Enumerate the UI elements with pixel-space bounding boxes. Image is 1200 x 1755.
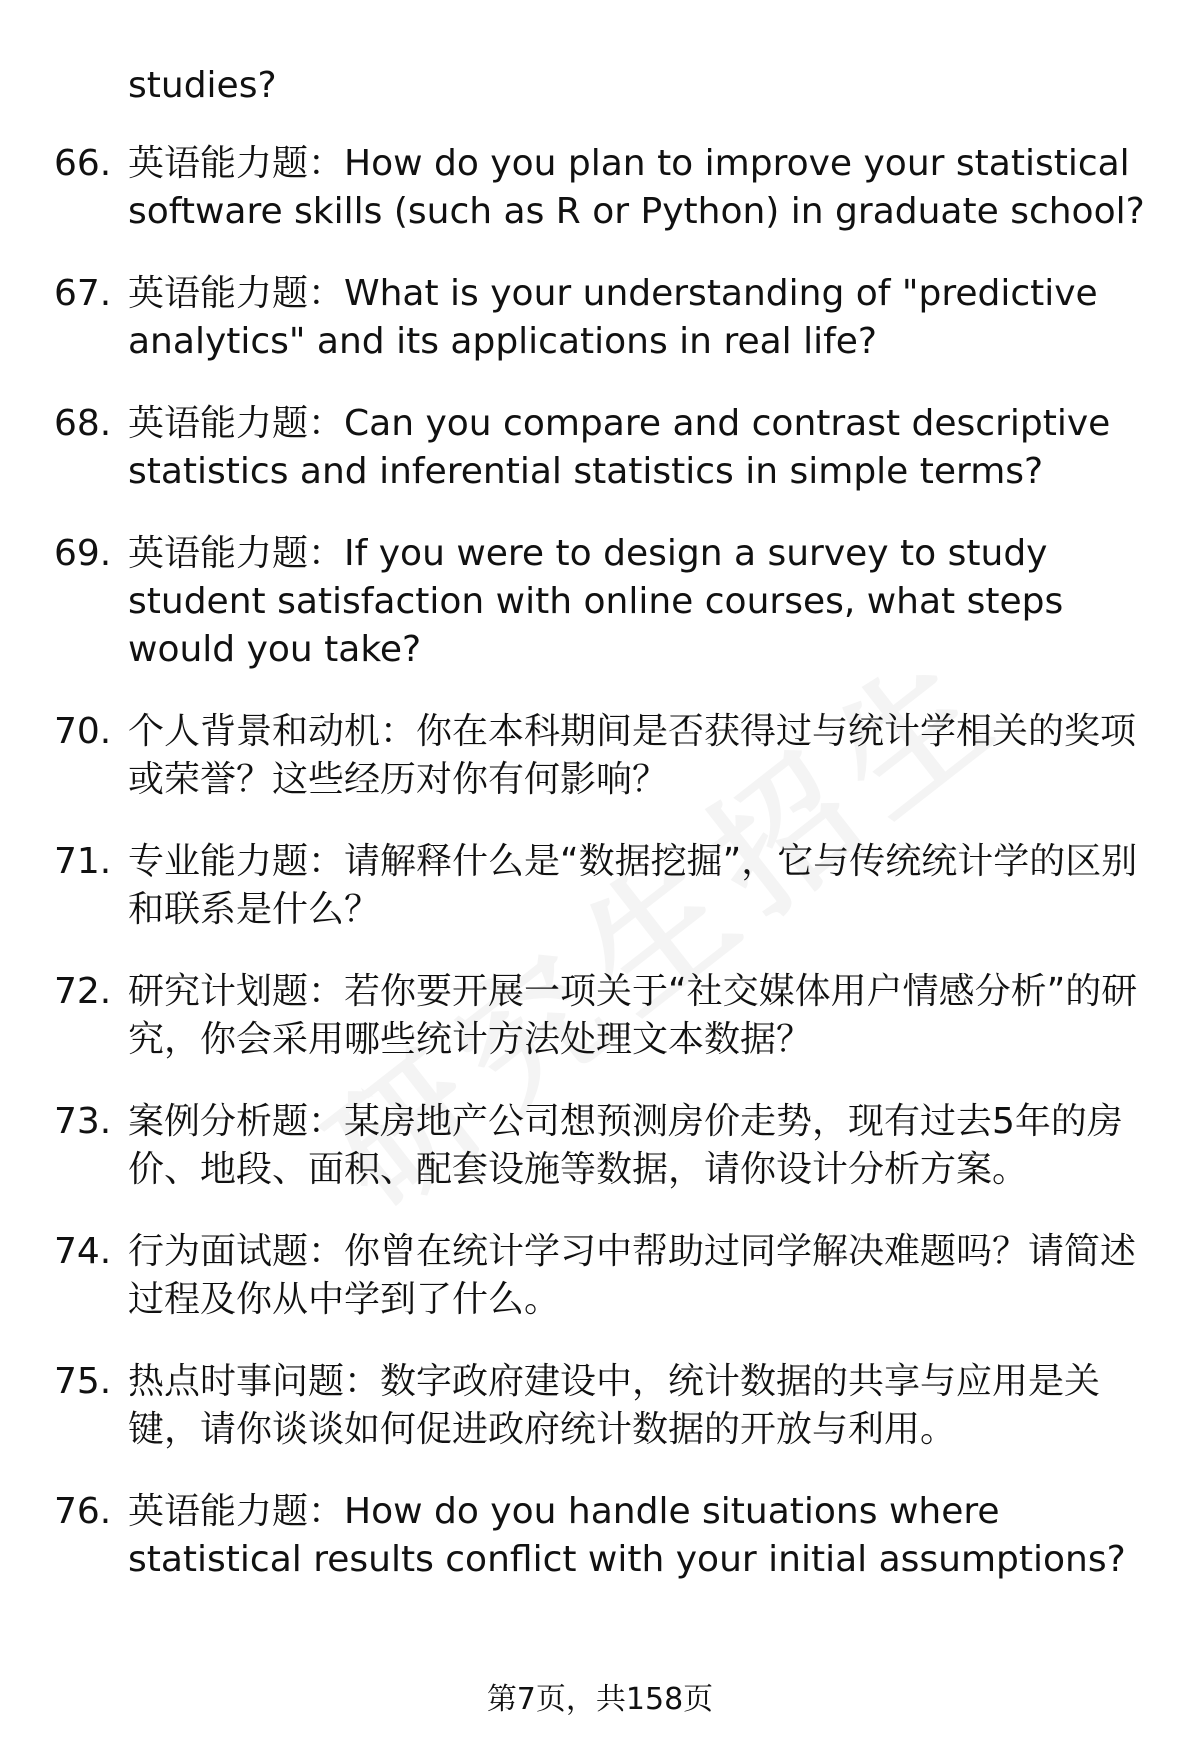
question-number: 67. [54, 273, 112, 314]
question-number: 75. [54, 1361, 112, 1402]
question-item [0, 1358, 1200, 1454]
question-item [0, 1098, 1200, 1194]
question-text: 行为面试题：你曾在统计学习中帮助过同学解决难题吗？请简述过程及你从中学到了什么。 [128, 1231, 1137, 1320]
question-item [0, 1228, 1200, 1324]
question-item [0, 708, 1200, 804]
question-text: 专业能力题：请解释什么是“数据挖掘”，它与传统统计学的区别和联系是什么？ [128, 841, 1138, 930]
question-item [0, 968, 1200, 1064]
page-footer: 第7页，共158页 [486, 1682, 714, 1717]
question-text: 热点时事问题：数字政府建设中，统计数据的共享与应用是关键，请你谈谈如何促进政府统计数据的开放与利用。 [128, 1361, 1101, 1450]
question-number: 70. [54, 711, 112, 752]
question-number: 76. [54, 1491, 112, 1532]
question-text: 案例分析题：某房地产公司想预测房价走势，现有过去5年的房价、地段、面积、配套设施等数据，请你设计分析方案。 [128, 1101, 1123, 1190]
question-text: 英语能力题：Can you compare and contrast descriptive statistics and inferential statistics in simple terms? [128, 403, 1111, 492]
question-text: 英语能力题：How do you handle situations where statistical results conflict with your initial assumptions? [128, 1491, 1126, 1580]
question-number: 69. [54, 533, 112, 574]
question-item [0, 838, 1200, 934]
question-item [0, 530, 1200, 674]
question-number: 72. [54, 971, 112, 1012]
question-number: 74. [54, 1231, 112, 1272]
question-text: 英语能力题：If you were to design a survey to study student satisfaction with online courses, what steps would you take? [128, 533, 1064, 670]
question-item [0, 1488, 1200, 1584]
question-list [0, 140, 1200, 1618]
question-text: 英语能力题：How do you plan to improve your statistical software skills (such as R or Python) in graduate school? [128, 143, 1145, 232]
question-text: 研究计划题：若你要开展一项关于“社交媒体用户情感分析”的研究，你会采用哪些统计方法处理文本数据？ [128, 971, 1138, 1060]
question-item [0, 270, 1200, 366]
question-text: 英语能力题：What is your understanding of "predictive analytics" and its applications in real life? [128, 273, 1098, 362]
question-number: 71. [54, 841, 112, 882]
question-number: 73. [54, 1101, 112, 1142]
continuation-text: studies? [128, 65, 277, 106]
question-item [0, 140, 1200, 236]
question-number: 68. [54, 403, 112, 444]
question-text: 个人背景和动机：你在本科期间是否获得过与统计学相关的奖项或荣誉？这些经历对你有何影响？ [128, 711, 1137, 800]
question-item [0, 400, 1200, 496]
question-number: 66. [54, 143, 112, 184]
